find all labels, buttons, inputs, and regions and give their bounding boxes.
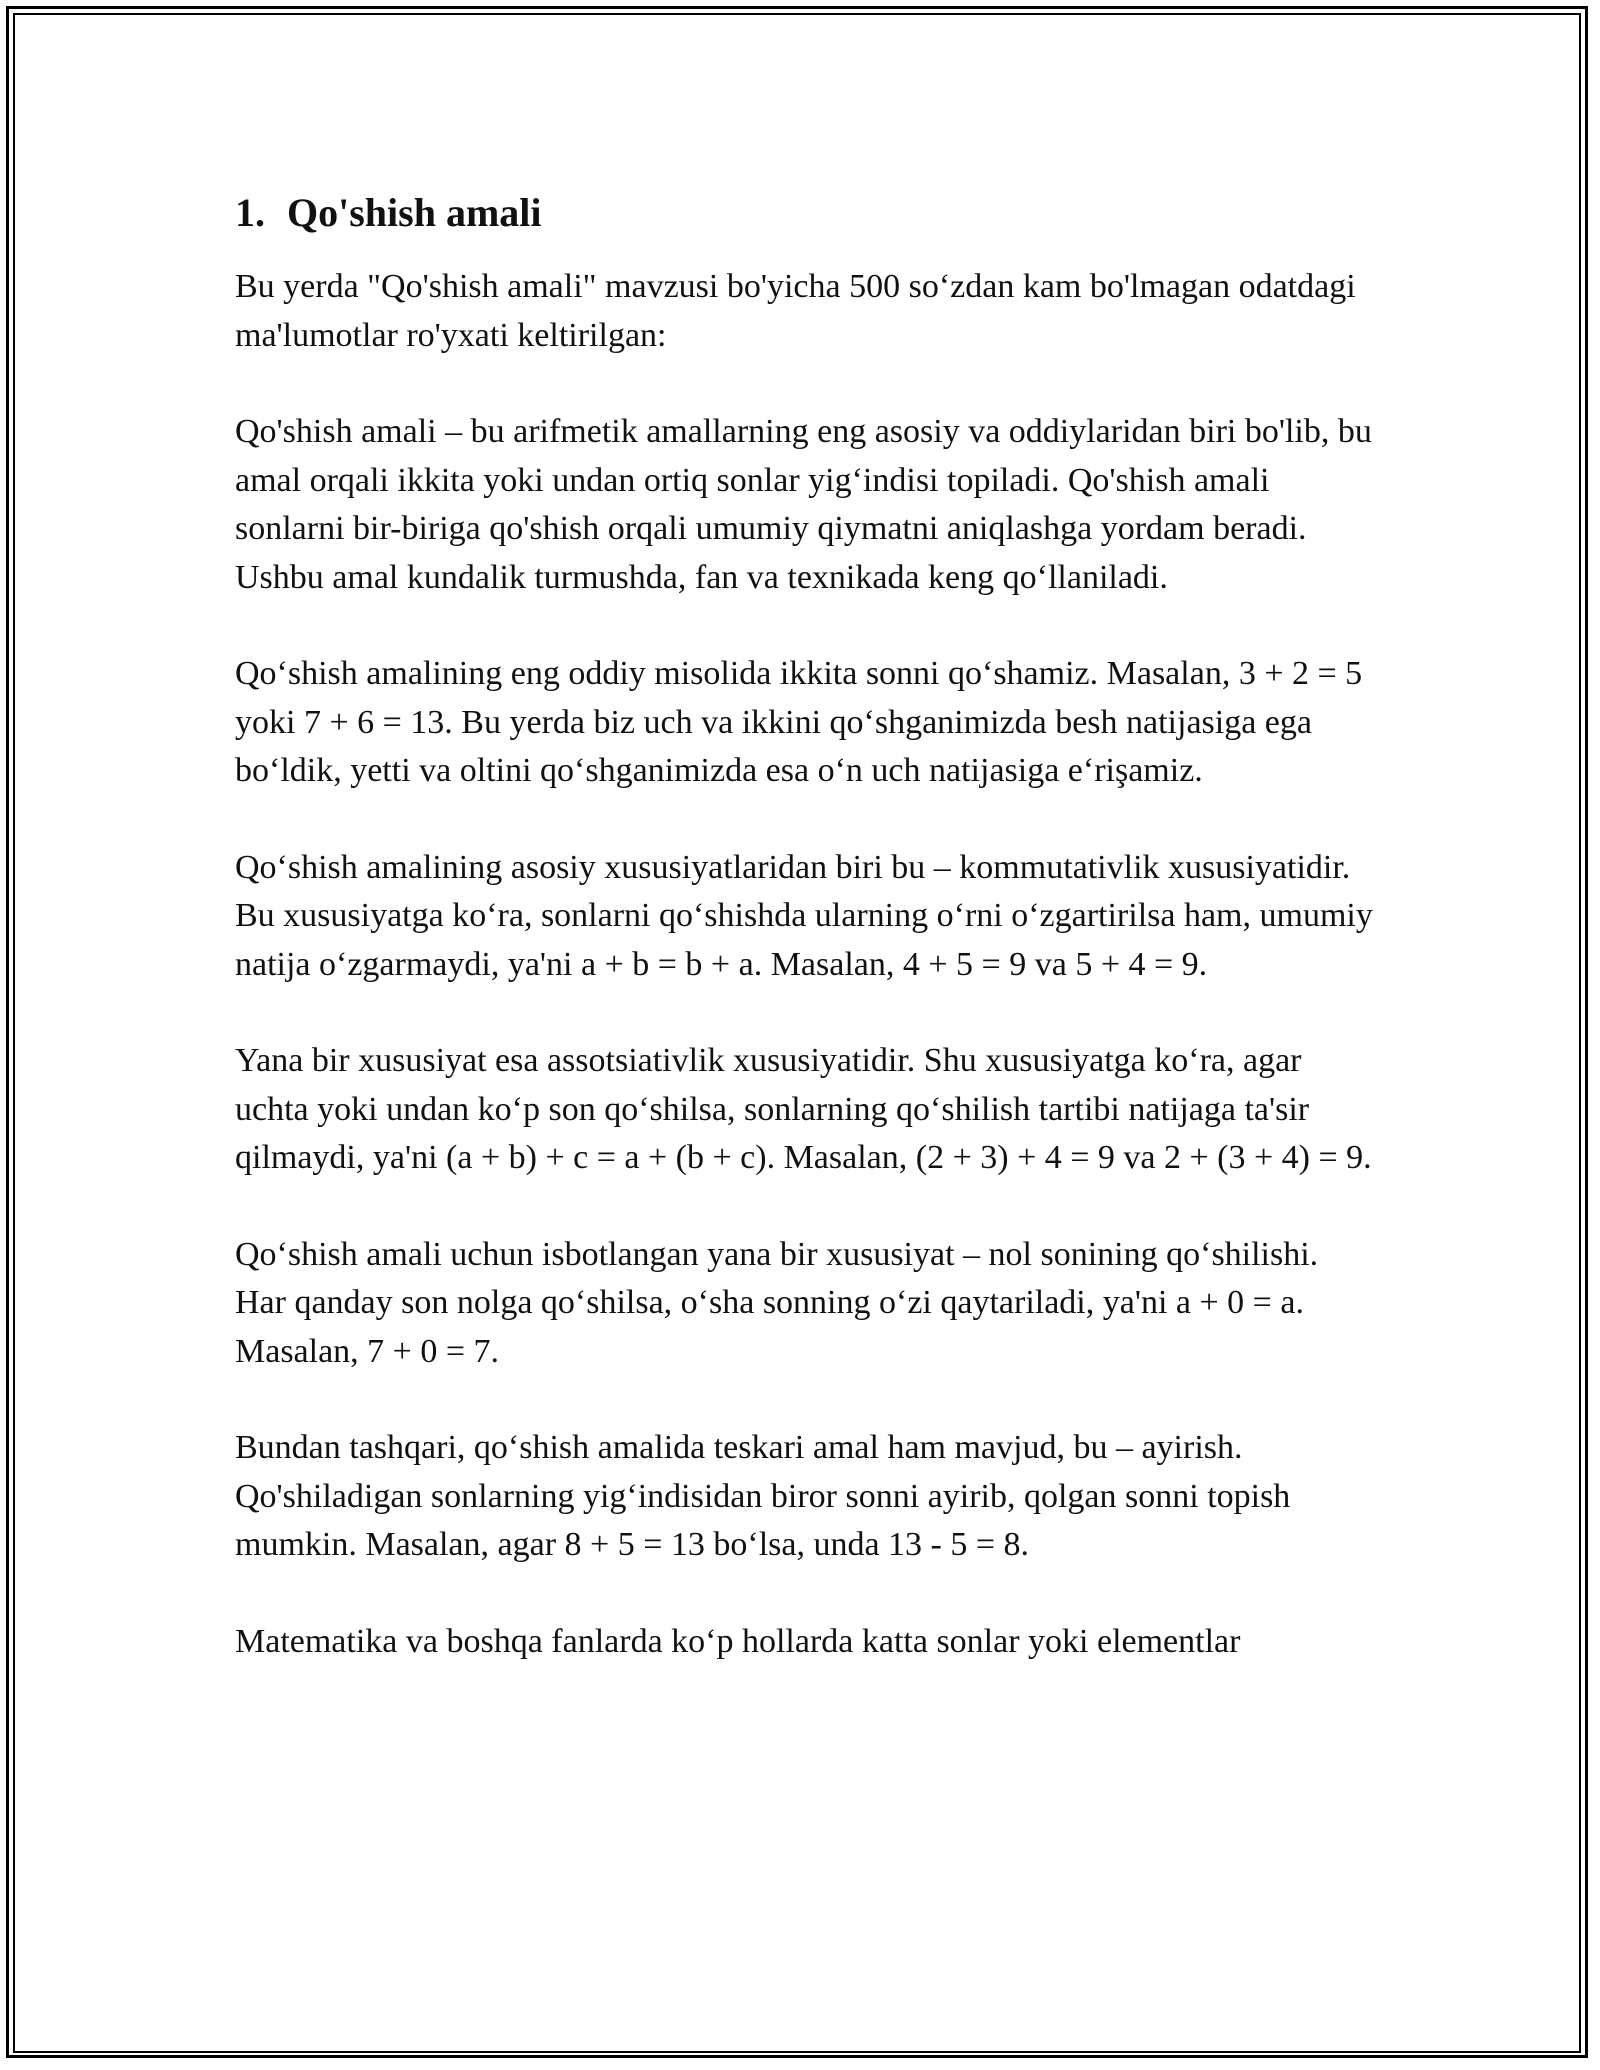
document-body [235, 183, 1375, 1714]
section-heading [235, 183, 1375, 243]
paragraph-zero: Qo‘shish amali uchun isbotlangan yana bir xususiyat – nol sonining qo‘shilishi. Har qanday son nolga qo‘shilsa, o‘sha sonning o‘zi qaytariladi, ya'ni a + 0 = a. Masalan, 7 + 0 = 7. [235, 1235, 1319, 1370]
paragraph-continued: Matematika va boshqa fanlarda ko‘p hollarda katta sonlar yoki elementlar [235, 1622, 1241, 1660]
paragraph-definition: Qo'shish amali – bu arifmetik amallarning eng asosiy va oddiylaridan biri bo'lib, bu amal orqali ikkita yoki undan ortiq sonlar yig‘indisi topiladi. Qo'shish amali sonlarni bir-biriga qo'shish orqali umumiy qiymatni aniqlashga yordam beradi. Ushbu amal kundalik turmushda, fan va texnikada keng qo‘llaniladi. [235, 413, 1372, 596]
paragraph-associative: Yana bir xususiyat esa assotsiativlik xususiyatidir. Shu xususiyatga ko‘ra, agar uchta yoki undan ko‘p son qo‘shilsa, sonlarning qo‘shilish tartibi natijaga ta'sir qilmaydi, ya'ni (a + b) + c = a + (b + c). Masalan, (2 + 3) + 4 = 9 va 2 + (3 + 4) = 9. [235, 1042, 1372, 1176]
section-title: Qo'shish amali [287, 190, 542, 235]
section-number: 1. [235, 190, 265, 235]
paragraph-intro: Bu yerda "Qo'shish amali" mavzusi bo'yicha 500 so‘zdan kam bo'lmagan odatdagi ma'lumotlar ro'yxati keltirilgan: [235, 268, 1356, 354]
paragraph-example: Qo‘shish amalining eng oddiy misolida ikkita sonni qo‘shamiz. Masalan, 3 + 2 = 5 yoki 7 + 6 = 13. Bu yerda biz uch va ikkini qo‘shganimizda besh natijasiga ega bo‘ldik, yetti va oltini qo‘shganimizda esa o‘n uch natijasiga e‘rişamiz. [235, 655, 1363, 789]
paragraph-inverse: Bundan tashqari, qo‘shish amalida teskari amal ham mavjud, bu – ayirish. Qo'shiladigan sonlarning yig‘indisidan biror sonni ayirib, qolgan sonni topish mumkin. Masalan, agar 8 + 5 = 13 bo‘lsa, unda 13 - 5 = 8. [235, 1429, 1291, 1563]
paragraph-commutative: Qo‘shish amalining asosiy xususiyatlaridan biri bu – kommutativlik xususiyatidir. Bu xususiyatga ko‘ra, sonlarni qo‘shishda ularning o‘rni o‘zgartirilsa ham, umumiy natija o‘zgarmaydi, ya'ni a + b = b + a. Masalan, 4 + 5 = 9 va 5 + 4 = 9. [235, 848, 1373, 983]
